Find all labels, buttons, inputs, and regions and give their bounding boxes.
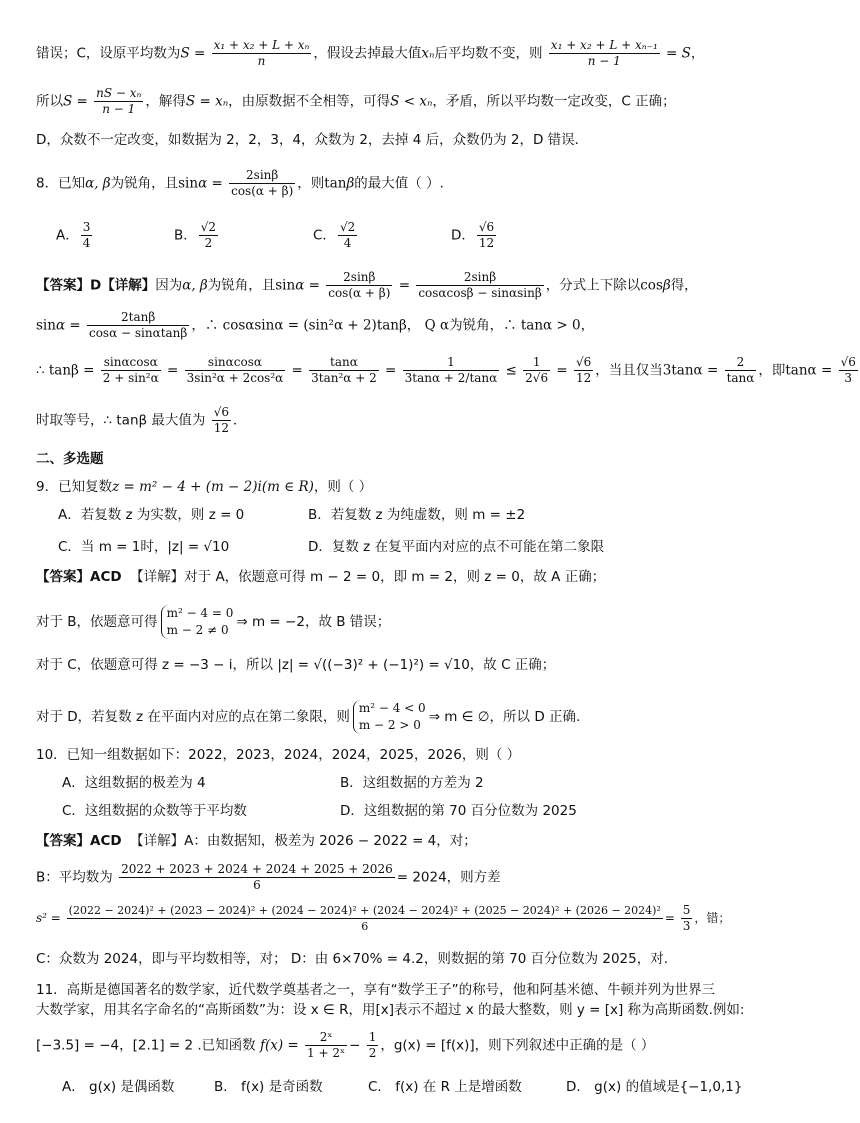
q9-answer-line-c: 对于 C，依题意可得 z = −3 − i，所以 |z| = √((−3)² + (−1)²) = √10，故 C 正确； bbox=[36, 657, 556, 673]
q8-option-b[interactable]: B． $\frac{√2}{2}$ bbox=[174, 220, 217, 250]
text: 所以 bbox=[36, 93, 63, 110]
q11-stem-line-1: 11．高斯是德国著名的数学家，近代数学奠基者之一，享有“数学王子”的称号，他和阿基米德、牛顿并列为世界三 bbox=[36, 982, 716, 998]
q11-option-d[interactable]: D． g(x) 的值域是{−1,0,1} bbox=[566, 1079, 743, 1095]
q8-option-a[interactable]: A． $\frac{3}{4}$ bbox=[56, 220, 91, 250]
section-heading: 二、多选题 bbox=[36, 451, 104, 467]
q9-option-d[interactable]: D．复数 z 在复平面内对应的点不可能在第二象限 bbox=[308, 539, 605, 555]
text: ，矛盾，所以平均数一定改变，C 正确； bbox=[432, 93, 676, 110]
text: 后平均数不变，则 bbox=[434, 45, 543, 62]
q10-option-b[interactable]: B．这组数据的方差为 2 bbox=[340, 775, 484, 791]
q7-line-3: D，众数不一定改变，如数据为 2，2，3，4，众数为 2，去掉 4 后，众数仍为 2，D 错误． bbox=[36, 132, 589, 148]
q9-stem: 9．已知复数z = m² − 4 + (m − 2)i(m ∈ R)，则（ ） bbox=[36, 479, 373, 495]
text: 错误；C，设原平均数为 bbox=[36, 45, 181, 62]
fraction: $\frac{2\sin\beta}{\cos(\alpha + \beta)}$ bbox=[231, 168, 294, 198]
fraction: $\frac{\text{nS − xₙ}}{n - 1}$ bbox=[96, 86, 142, 116]
q9-answer-line-1: 【答案】ACD 【详解】对于 A，依题意可得 m − 2 = 0，即 m = 2，则 z = 0，故 A 正确； bbox=[36, 569, 606, 585]
q10-answer-line-1: 【答案】ACD 【详解】A：由数据知，极差为 2026 − 2022 = 4，对； bbox=[36, 833, 477, 849]
q7-line-2: 所以S = $\frac{\text{nS − xₙ}}{n - 1}$ ，解得S = xₙ，由原数据不全相等，可得S < xₙ，矛盾，所以平均数一定改变，C 正确； bbox=[36, 86, 676, 116]
q10-option-c[interactable]: C．这组数据的众数等于平均数 bbox=[62, 803, 247, 819]
q10-answer-line-b: B：平均数为 $\frac{2022 + 2023 + 2024 + 2024 + 2025 + 2026}{6}$ = 2024，则方差 bbox=[36, 862, 501, 892]
q8-option-d[interactable]: D． $\frac{√6}{12}$ bbox=[451, 220, 495, 250]
text: ，假设去掉最大值 bbox=[313, 45, 422, 62]
q11-option-b[interactable]: B． f(x) 是奇函数 bbox=[214, 1079, 323, 1095]
q8-stem: 8．已知α, β为锐角，且sinα = $\frac{2\sin\beta}{\cos(\alpha + \beta)}$ ，则tanβ的最大值（ ）. bbox=[36, 168, 444, 198]
q8-answer-line-4: 时取等号，∴ tanβ 最大值为 $\frac{√6}{12}$ ． bbox=[36, 405, 247, 435]
q11-stem-line-3: [−3.5] = −4，[2.1] = 2 .已知函数 f(x) = $\frac{\text{2ˣ}}{\text{1 + 2ˣ}}$ − $\frac{1}{2}$ ，g(x) = [f(x)]，则下列叙述中正确的是（ ） bbox=[36, 1030, 655, 1060]
q11-stem-line-2: 大数学家，用其名字命名的“高斯函数”为：设 x ∈ R，用[x]表示不超过 x 的最大整数，则 y = [x] 称为高斯函数.例如: bbox=[36, 1002, 745, 1018]
fraction: $\frac{\text{x₁ + x₂ + L + xₙ}}{n}$ bbox=[213, 38, 310, 68]
q10-option-a[interactable]: A．这组数据的极差为 4 bbox=[62, 775, 206, 791]
q9-answer-line-d: 对于 D，若复数 z 在平面内对应的点在第二象限，则 m² − 4 < 0 m − 2 > 0 ⇒ m ∈ ∅，所以 D 正确. bbox=[36, 701, 581, 732]
q9-option-c[interactable]: C．当 m = 1时，|z| = √10 bbox=[58, 539, 230, 555]
q10-variance-line: s² = (2022 − 2024)² + (2023 − 2024)² + (2024 − 2024)² + (2024 − 2024)² + (2025 − 2024)² + (2026 − 2024)² 6 = $\frac{5}{3}$ ，错； bbox=[36, 903, 731, 933]
text: ，解得 bbox=[145, 93, 186, 110]
q9-option-a[interactable]: A．若复数 z 为实数，则 z = 0 bbox=[58, 507, 245, 523]
q8-answer-line-3: ∴ tanβ = $\frac{\sin\alpha\cos\alpha}{\text{2 + sin²α}}$ = $\frac{\sin\alpha\cos\alpha}{\text{3sin²α + 2cos²α}}$ = $\frac{\tan\alpha}{\text{3tan²α + 2}}$ = $\frac{1}{3\tan\alpha + 2/\tan\alpha}$ ≤ $\frac{1}{2√6}$ = $\frac{√6}{12}$ ，当且仅当3tanα = $\frac{2}{\tan\alpha}$ ，即tanα = $\frac{√6}{3}$ bbox=[36, 355, 856, 385]
q9-answer-line-b: 对于 B，依题意可得 m² − 4 = 0 m − 2 ≠ 0 ⇒ m = −2，故 B 错误； bbox=[36, 606, 391, 637]
q11-option-c[interactable]: C． f(x) 在 R 上是增函数 bbox=[368, 1079, 522, 1095]
q9-option-b[interactable]: B．若复数 z 为纯虚数，则 m = ±2 bbox=[308, 507, 526, 523]
q10-answer-line-cd: C：众数为 2024，即与平均数相等，对； D：由 6×70% = 4.2，则数据的第 70 百分位数为 2025，对. bbox=[36, 951, 669, 967]
text: ，由原数据不全相等，可得 bbox=[228, 93, 391, 110]
q8-option-c[interactable]: C． $\frac{√2}{4}$ bbox=[313, 220, 356, 250]
q10-option-d[interactable]: D．这组数据的第 70 百分位数为 2025 bbox=[340, 803, 577, 819]
q10-stem: 10．已知一组数据如下：2022，2023，2024，2024，2025，2026，则（ ） bbox=[36, 747, 521, 763]
fraction: $\frac{\text{x₁ + x₂ + L + xₙ₋₁}}{n - 1}$ bbox=[550, 38, 658, 68]
q7-line-1: 错误；C，设原平均数为S = $\frac{\text{x₁ + x₂ + L + xₙ}}{n}$ ，假设去掉最大值xₙ后平均数不变，则 $\frac{\text{x₁ + x₂ + L + xₙ₋₁}}{n - 1}$ = S， bbox=[36, 38, 705, 68]
q11-option-a[interactable]: A． g(x) 是偶函数 bbox=[62, 1079, 175, 1095]
q8-answer-line-1: 【答案】D【详解】因为α, β为锐角，且sinα = $\frac{2\sin\beta}{\cos(\alpha + \beta)}$ = $\frac{2\sin\beta}{\cos\alpha\cos\beta - \sin\alpha\sin\beta}$ ，分式上下除以cosβ得， bbox=[36, 270, 698, 300]
q8-answer-line-2: sinα = $\frac{2\tan\beta}{\cos\alpha - \sin\alpha\tan\beta}$ ，∴ cosαsinα = (sin²α + 2)tanβ， Q α为锐角，∴ tanα > 0， bbox=[36, 310, 595, 340]
